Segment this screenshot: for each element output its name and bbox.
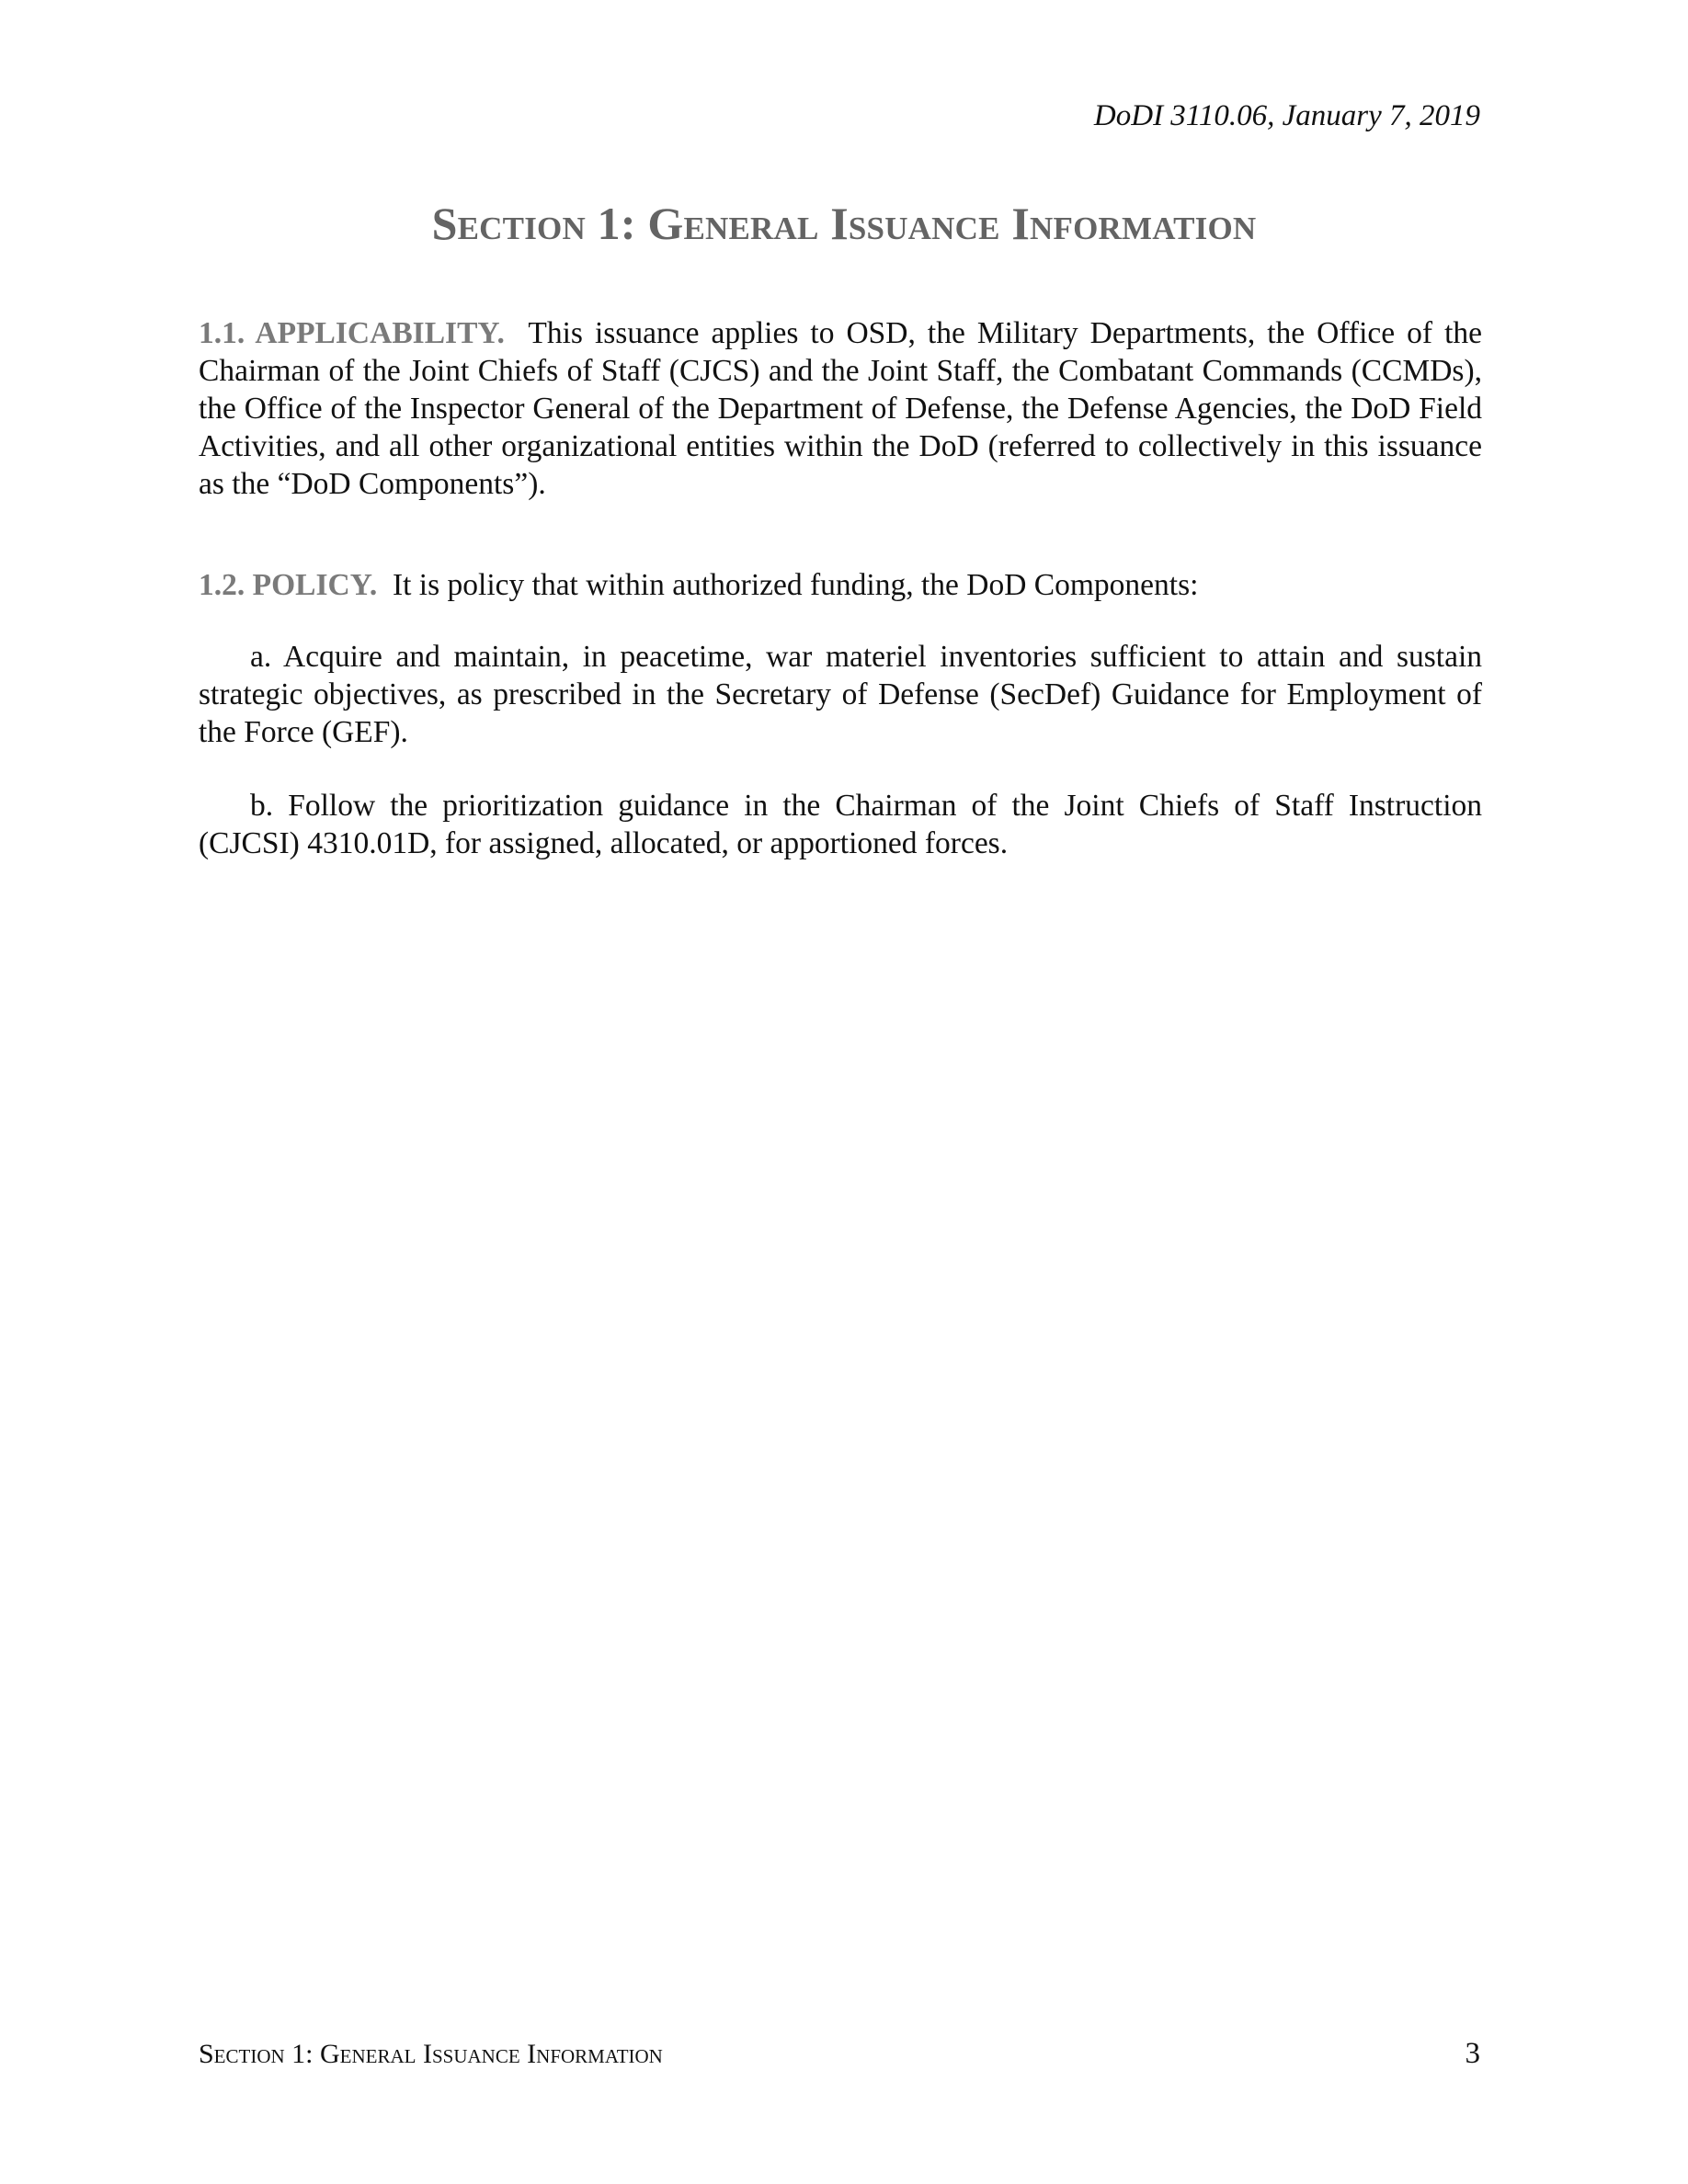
section-title: Section 1: General Issuance Information — [431, 198, 1257, 249]
paragraph-policy — [199, 566, 1482, 604]
paragraph-text-policy: It is policy that within authorized funding, the DoD Components: — [392, 568, 1199, 602]
page-number: 3 — [1465, 2037, 1480, 2070]
paragraph-heading-applicability: 1.1. APPLICABILITY. — [199, 316, 505, 350]
paragraph-heading-policy: 1.2. POLICY. — [199, 568, 378, 602]
paragraph-applicability — [199, 314, 1482, 503]
document-identifier: DoDI 3110.06, January 7, 2019 — [1093, 99, 1480, 132]
paragraph-text-applicability: This issuance applies to OSD, the Military Departments, the Office of the Chairman of the Joint Chiefs of Staff (CJCS) and the Joint Staff, the Combatant Commands (CCMDs), the Office of the Inspector General of the Department of Defense, the Defense Agencies, the DoD Field Activities, and all other organizational entities within the DoD (referred to collectively in this issuance as the “DoD Components”). — [199, 316, 1482, 501]
list-item-b: b. Follow the prioritization guidance in the Chairman of the Joint Chiefs of Staff Instruction (CJCSI) 4310.01D, for assigned, allocated, or apportioned forces. — [199, 789, 1482, 860]
list-item-a: a. Acquire and maintain, in peacetime, war materiel inventories sufficient to attain and sustain strategic objectives, as prescribed in the Secretary of Defense (SecDef) Guidance for Employment of the Force (GEF). — [199, 640, 1482, 749]
footer-section-label: Section 1: General Issuance Information — [199, 2039, 663, 2069]
